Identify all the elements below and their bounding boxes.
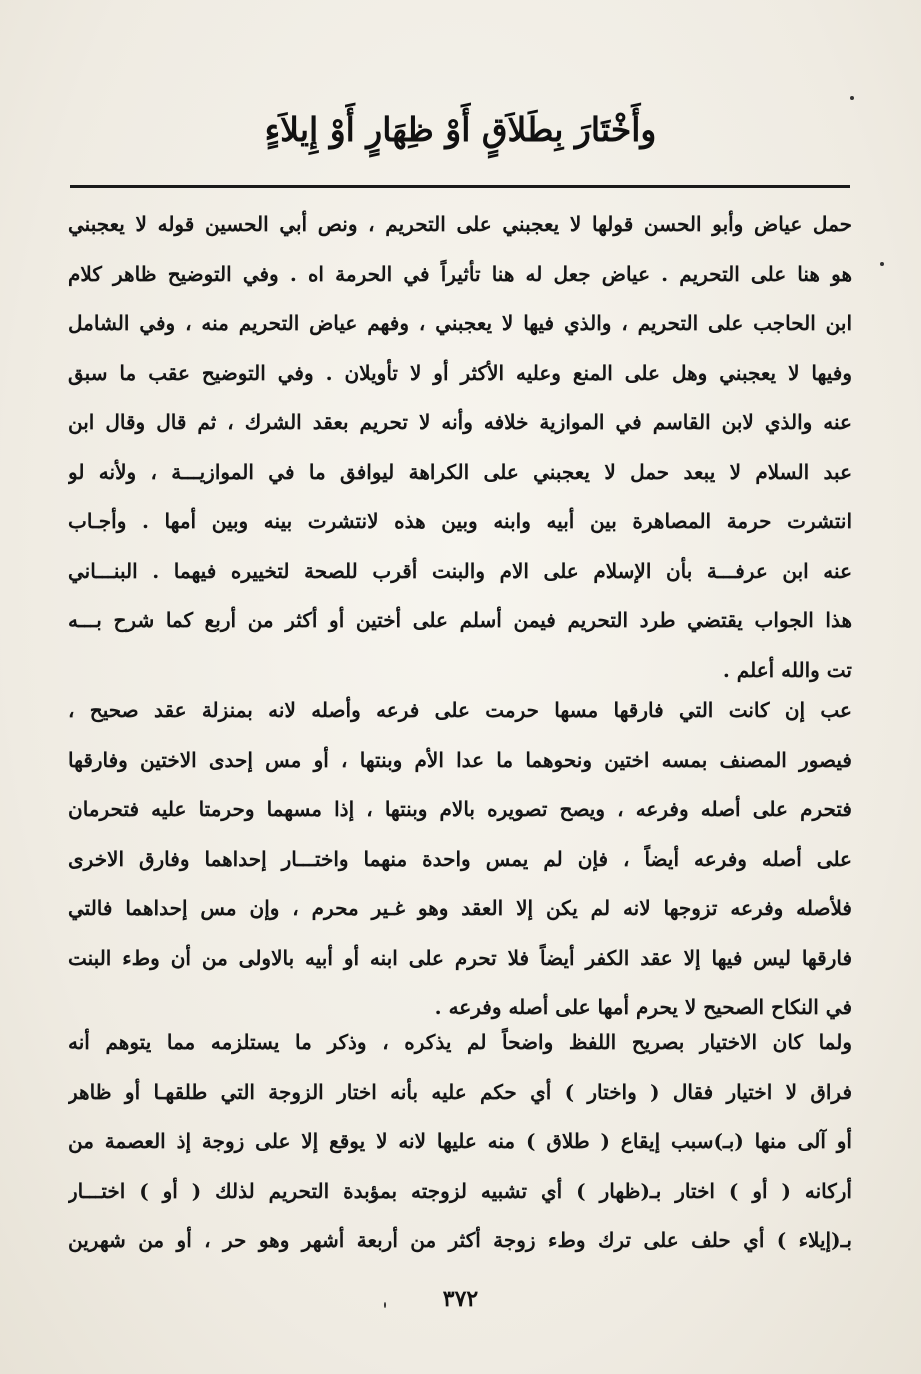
ink-speck [850, 96, 854, 100]
text-line: على أصله وفرعه أيضاً ، فإن لم يمس واحدة منهما واختـــار إحداهما وفارق الاخرى [68, 846, 852, 871]
text-line: انتشرت حرمة المصاهرة بين أبيه وابنه وبين هذه لانتشرت بينه وبين أمها . وأجـاب [68, 509, 852, 533]
text-line: هذا الجواب يقتضي طرد التحريم فيمن أسلم على أختين أو أكثر من أربع كما شرح بـــه [68, 608, 852, 632]
text-line: فراق لا اختيار فقال ( واختار ) أي حكم عليه بأنه اختار الزوجة التي طلقهـا أو ظاهر [68, 1079, 852, 1104]
paragraph-2 [68, 686, 852, 1033]
ink-speck [880, 262, 884, 266]
text-line: عنه والذي لابن القاسم في الموازية خلافه وأنه لا تحريم بعقد الشرك ، ثم قال وقال ابن [68, 410, 852, 434]
text-line: فلأصله وفرعه تزوجها لانه لم يكن إلا العقد وهو غـير محرم ، وإن مس إحداهما فالتي [68, 896, 852, 920]
text-line: أو آلى منها (بـ)سبب إيقاع ( طلاق ) منه عليها لانه لا يوقع إلا على زوجة إذ العصمة من [68, 1129, 852, 1153]
page-header-title: وأَخْتَارَ بِطَلاَقٍ أَوْ ظِهَارٍ أَوْ إِيلاَءٍ [264, 110, 657, 149]
text-line: فيصور المصنف بمسه اختين ونحوهما ما عدا الأم وبنتها ، أو مس إحدى الاختين وفارقها [68, 747, 852, 772]
text-line: فارقها ليس فيها إلا عقد الكفر أيضاً فلا تحرم على ابنه أو أبيه بالاولى من أن وطء البنت [68, 945, 852, 970]
text-line: وفيها لا يعجبني وهل على المنع وعليه الأكثر أو لا تأويلان . وفي التوضيح عقب ما سبق [68, 360, 852, 385]
text-line: بـ(إيلاء ) أي حلف على ترك وطء زوجة أكثر من أربعة أشهر وهو حر ، أو من شهرين [68, 1228, 852, 1252]
page-number: ٣٧٢ [442, 1286, 479, 1312]
text-line: عبد السلام لا يبعد حمل لا يعجبني على الكراهة ليوافق ما في الموازيـــة ، ولأنه لو [68, 459, 852, 484]
text-line: عنه ابن عرفـــة بأن الإسلام على الام والبنت أقرب للصحة لتخييره فيهما . البنـــاني [68, 558, 852, 583]
paragraph-3 [68, 1018, 852, 1266]
text-line: أركانه ( أو ) اختار بـ(ظهار ) أي تشبيه لزوجته بمؤبدة التحريم لذلك ( أو ) اختـــار [68, 1178, 852, 1203]
text-line: في النكاح الصحيح لا يحرم أمها على أصله وفرعه . [434, 995, 852, 1019]
paragraph-1 [68, 200, 852, 695]
text-line: حمل عياض وأبو الحسن قولها لا يعجبني على التحريم ، ونص أبي الحسين قوله لا يعجبني [68, 212, 852, 236]
text-line: فتحرم على أصله وفرعه ، ويصح تصويره بالام وبنتها ، إذا مسهما وحرمتا عليه فتحرمان [68, 797, 852, 821]
text-line: تت والله أعلم . [722, 657, 852, 682]
text-line: هو هنا على التحريم . عياض جعل له هنا تأثيراً في الحرمة اه . وفي التوضيح ظاهر كلام [68, 261, 852, 286]
header-rule [70, 185, 850, 188]
text-line: عب إن كانت التي فارقها مسها حرمت على فرعه وأصله لانه بمنزلة عقد صحيح ، [68, 698, 852, 722]
text-line: ابن الحاجب على التحريم ، والذي فيها لا يعجبني ، وفهم عياض التحريم منه ، وفي الشامل [68, 311, 852, 335]
text-line: ولما كان الاختيار بصريح اللفظ واضحاً لم يذكره ، وذكر ما يستلزمه مما يتوهم أنه [68, 1030, 852, 1054]
